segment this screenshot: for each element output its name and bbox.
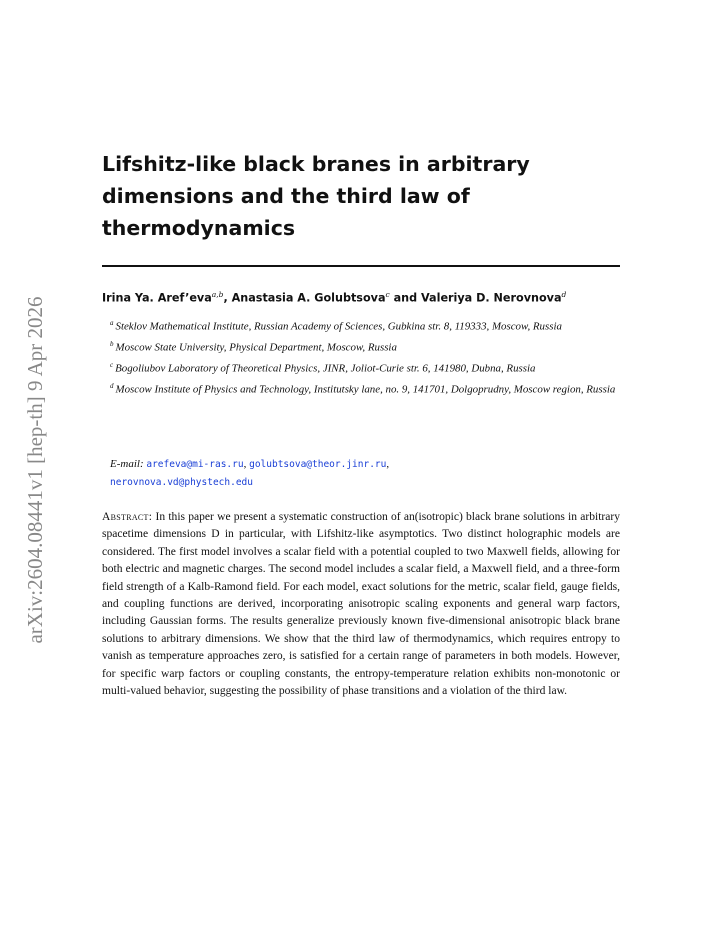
affiliation bbox=[110, 378, 620, 399]
paper-title: Lifshitz-like black branes in arbitrary dimensions and the third law of thermodynamics bbox=[102, 152, 530, 240]
affiliation bbox=[110, 357, 620, 378]
author-affiliation-mark: c bbox=[385, 290, 390, 299]
author-affiliation-mark: d bbox=[561, 290, 567, 299]
author-conjunction: and bbox=[389, 291, 422, 305]
email-label: E-mail: bbox=[110, 458, 144, 470]
email-link[interactable]: nerovnova.vd@phystech.edu bbox=[110, 476, 253, 488]
affiliation-text: Steklov Mathematical Institute, Russian Academy of Sciences, Gubkina str. 8, 119333, Moscow, Russia bbox=[115, 320, 562, 333]
affiliation-text: Moscow Institute of Physics and Technology, Institutsky lane, no. 9, 141701, Dolgoprudny, Moscow region, Russia bbox=[115, 384, 616, 396]
author-name: Valeriya D. Nerovnova bbox=[421, 291, 562, 305]
abstract-text: In this paper we present a systematic construction of an(isotropic) black brane solutions in arbitrary spacetime dimensions D in particular, with Lifshitz-like asymptotics. Two distinct holographic models are considered. The first model involves a scalar field with a potential coupled to two Maxwell fields, allowing for both electric and magnetic charges. The second model includes a scalar field, a Maxwell field, and a three-form field strength of a Kalb-Ramond field. For each model, exact solutions for the metric, scalar field, gauge fields, and coupling functions are derived, incorporating anisotropic scaling exponents and general warp factors, including Gaussian forms. The results generalize previously known five-dimensional anisotropic black brane solutions to arbitrary dimensions. We show that the third law of thermodynamics, which requires entropy to vanish as temperature approaches zero, is satisfied for a certain range of parameters in both models. However, for specific warp factors or coupling constants, the entropy-temperature relation exhibits non-monotonic or multi-valued behavior, suggesting the possibility of phase transitions and a violation of the third law. bbox=[102, 511, 621, 698]
email-link[interactable]: arefeva@mi-ras.ru bbox=[146, 459, 244, 470]
title-rule bbox=[102, 265, 620, 267]
affiliation-mark: c bbox=[110, 361, 114, 370]
author-name: Anastasia A. Golubtsova bbox=[231, 291, 386, 305]
author-name: Irina Ya. Aref’eva bbox=[102, 291, 212, 305]
abstract-heading: Abstract: bbox=[102, 511, 153, 523]
author-affiliation-mark: a,b bbox=[211, 290, 224, 299]
author-list bbox=[102, 290, 622, 305]
affiliation-mark: b bbox=[110, 340, 114, 349]
email-block: E-mail: arefeva@mi-ras.ru, golubtsova@theor.jinr.ru, nerovnova.vd@phystech.edu bbox=[110, 458, 390, 488]
affiliation-text: Moscow State University, Physical Department, Moscow, Russia bbox=[115, 341, 397, 354]
arxiv-identifier: arXiv:2604.08441v1 [hep-th] 9 Apr 2026 bbox=[23, 296, 47, 644]
abstract bbox=[102, 509, 620, 700]
affiliation-list bbox=[110, 315, 620, 400]
email-link[interactable]: golubtsova@theor.jinr.ru bbox=[249, 459, 387, 470]
author-separator: , bbox=[223, 291, 232, 305]
affiliation bbox=[110, 336, 620, 357]
affiliation bbox=[110, 315, 620, 336]
arxiv-sidebar bbox=[20, 270, 50, 670]
affiliation-text: Bogoliubov Laboratory of Theoretical Physics, JINR, Joliot-Curie str. 6, 141980, Dubna, Russia bbox=[115, 362, 536, 375]
affiliation-mark: a bbox=[110, 319, 114, 327]
affiliation-mark: d bbox=[110, 382, 114, 391]
